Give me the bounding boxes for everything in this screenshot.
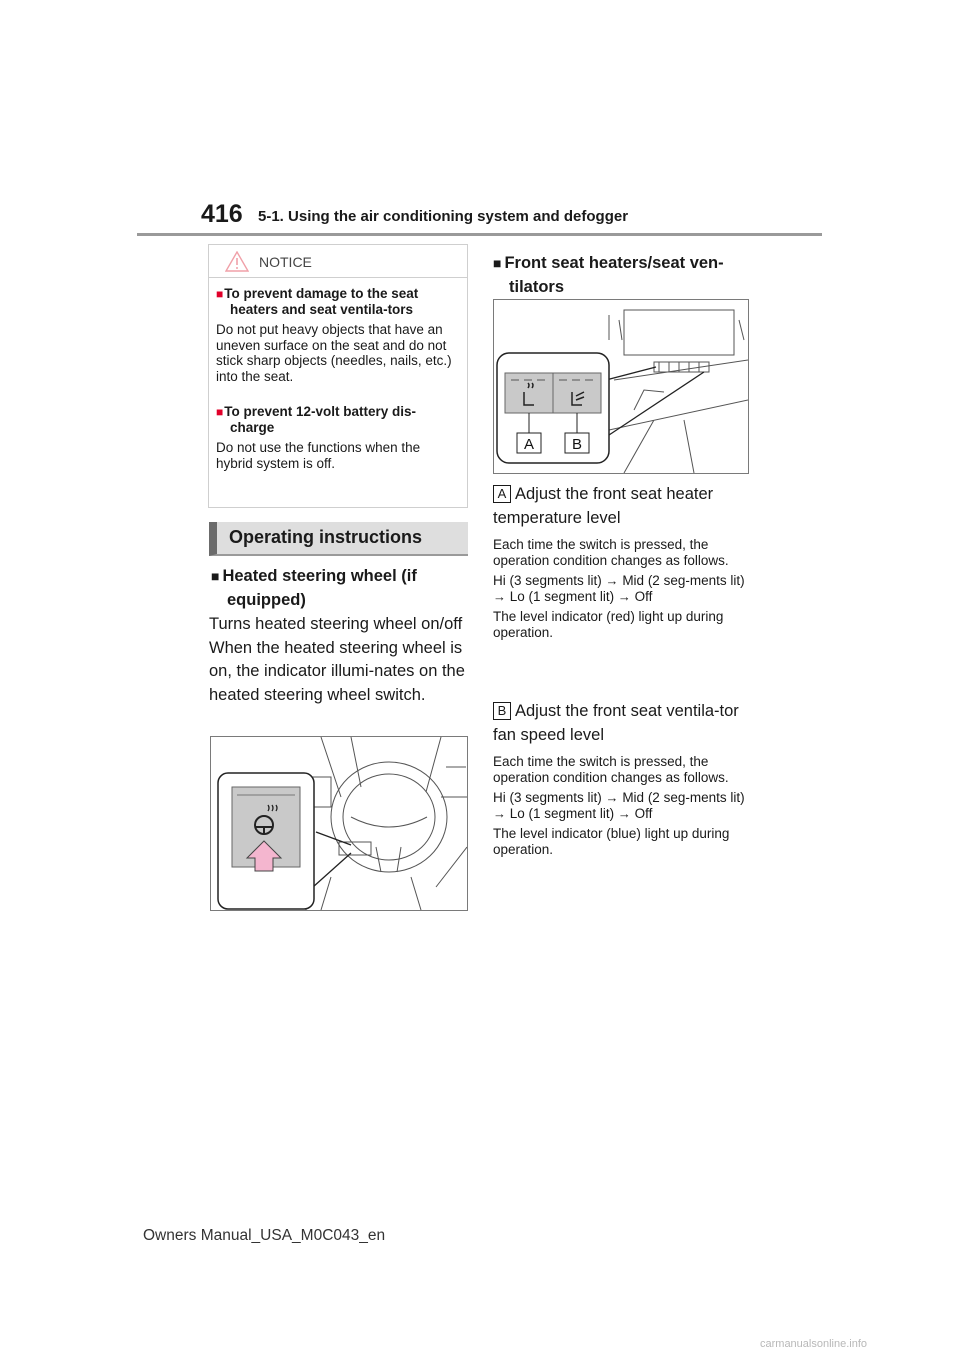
notice-text-2: Do not use the functions when the hybrid system is off. [216,440,421,471]
notice-heading-2: ■ To prevent 12-volt battery dis-charge [216,404,459,435]
seat-switch-illustration [493,299,749,474]
notice-header [209,245,467,278]
steering-wheel-illustration [210,736,468,911]
seat-heater-heading: ■ Front seat heaters/seat ven-tilators [493,251,769,299]
seat-item-a-p1: Each time the switch is pressed, the operation condition changes as follows. [493,537,729,568]
footer-text: Owners Manual_USA_M0C043_en [143,1227,386,1244]
operating-instructions-bar [209,522,468,556]
watermark[interactable]: carmanualsonline.info [760,1338,868,1350]
notice-heading-1: ■ To prevent damage to the seat heaters and seat ventila-tors [216,286,459,317]
seat-switch-drawing [494,300,748,473]
heated-steering-heading: ■ Heated steering wheel (if equipped) [211,564,485,612]
label-a: A [523,436,535,453]
callout-a: A [493,485,511,503]
header-rule [137,233,822,236]
seat-item-a-title: Adjust the front seat heater temperature level [493,485,714,527]
label-b: B [571,436,583,453]
notice-box [208,244,468,508]
operating-instructions-title: Operating instructions [229,527,423,547]
seat-item-b-title: Adjust the front seat ventila-tor fan speed level [493,702,739,744]
notice-text-1: Do not put heavy objects that have an uneven surface on the seat and do not stick sharp objects (needles, nails, etc.) into the seat. [216,322,452,384]
seat-item-a-sequence: Hi (3 segments lit) → Mid (2 seg-ments lit) → Lo (1 segment lit) → Off [493,573,745,604]
seat-item-b-sequence: Hi (3 segments lit) → Mid (2 seg-ments lit) → Lo (1 segment lit) → Off [493,790,745,821]
seat-item-b [493,700,755,857]
steering-wheel-drawing [211,737,467,910]
heated-steering-text: Turns heated steering wheel on/off When the heated steering wheel is on, the indicator illumi-nates on the heated steering wheel switch. [209,615,465,704]
seat-item-b-p1: Each time the switch is pressed, the operation condition changes as follows. [493,754,729,785]
seat-item-b-p2: The level indicator (blue) light up during operation. [493,826,730,857]
seat-item-a [493,483,755,640]
notice-label: NOTICE [259,254,312,270]
seat-item-a-p2: The level indicator (red) light up during operation. [493,609,724,640]
callout-b: B [493,702,511,720]
section-title: 5-1. Using the air conditioning system and defogger [258,208,629,225]
warning-triangle-icon [225,251,249,272]
page-number: 416 [201,200,243,228]
